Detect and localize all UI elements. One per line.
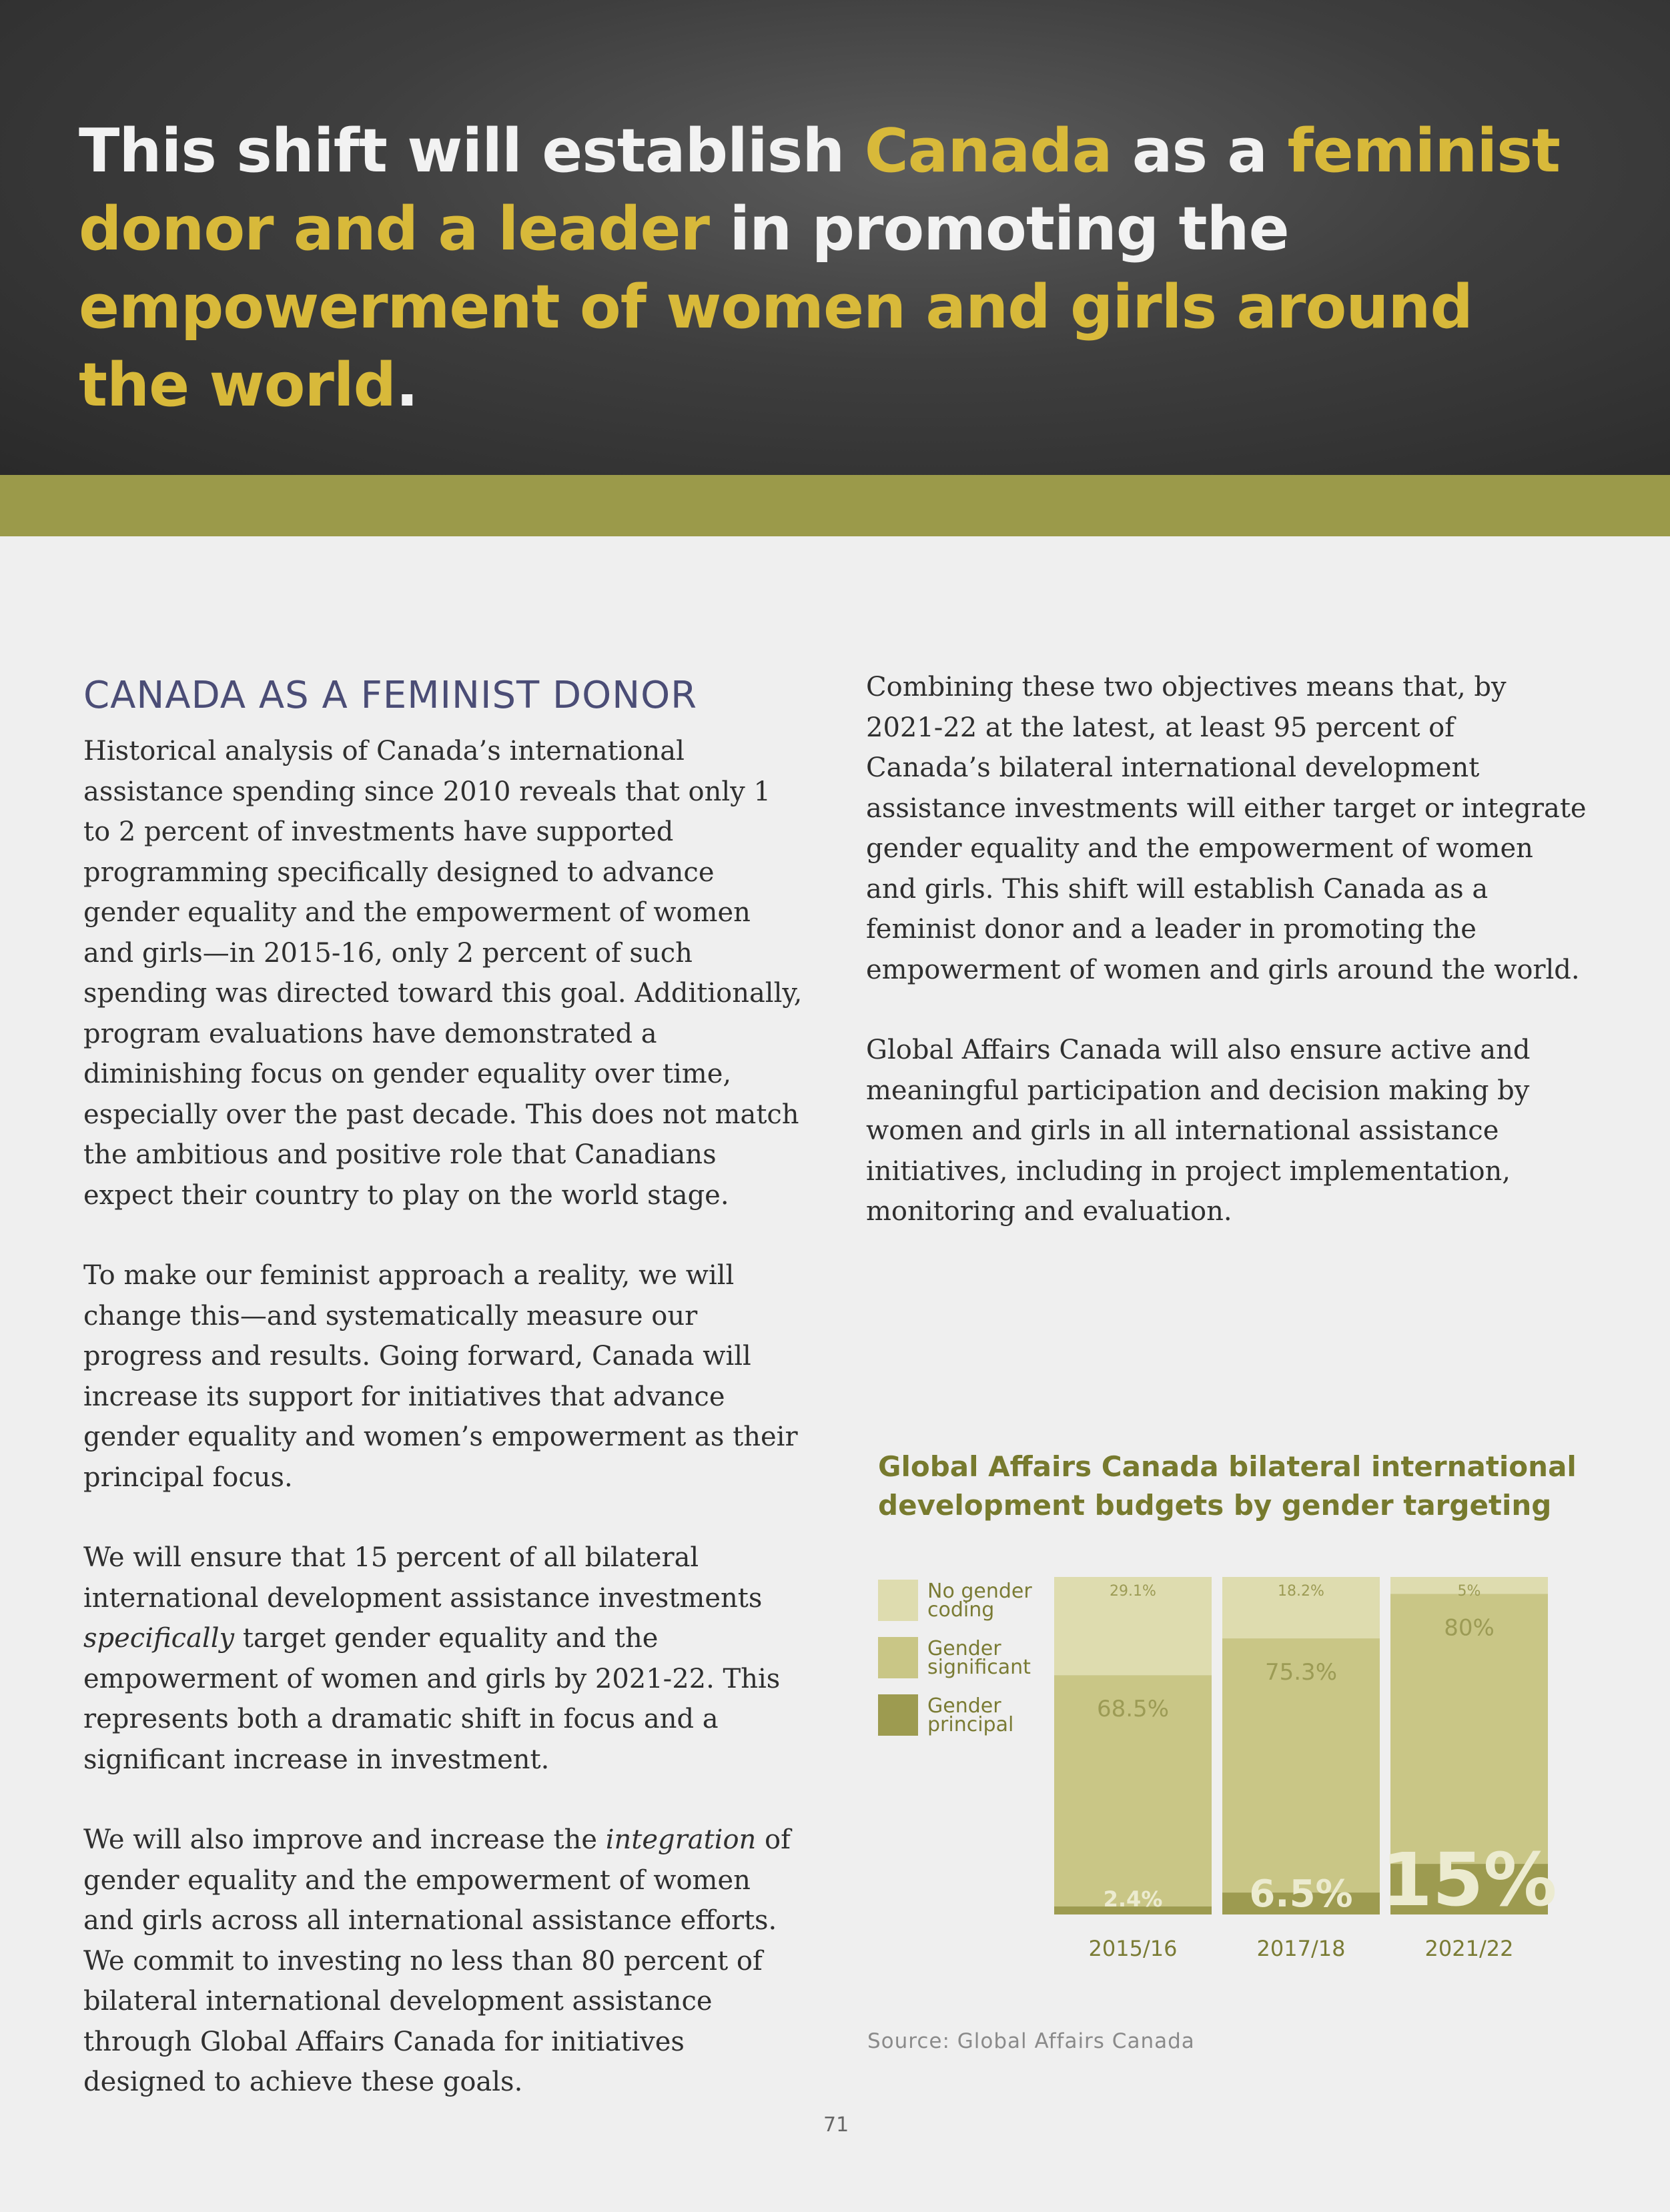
body-paragraph: We will also improve and increase the integration of gender equality and the empowerment of women and girls across all international assistance efforts. We commit to investing no less than 80 percent of bilateral international development assistance through Global Affairs Canada for initiatives designed to achieve these goals. — [83, 1824, 791, 2097]
headline-text: This shift will establish — [79, 116, 865, 186]
headline-highlight: feminist donor and a leader — [79, 116, 1560, 264]
body-paragraph: Global Affairs Canada will also ensure active and meaningful participation and decision making by women and girls in all international assistance initiatives, including in project implementation, monitoring and evaluation. — [866, 1035, 1531, 1227]
left-column — [83, 674, 804, 2143]
body-paragraph: To make our feminist approach a reality, we will change this—and systematically measure our progress and results. Going forward, Canada will increase its support for initiatives that advance gender equality and women’s empowerment as their principal focus. — [83, 1260, 798, 1493]
right-column — [866, 667, 1587, 1272]
accent-band — [0, 475, 1670, 536]
chart-title: Global Affairs Canada bilateral international development budgets by gender targeting — [878, 1450, 1577, 1522]
x-tick-label: 2021/22 — [1424, 1936, 1514, 1961]
data-label-gender-significant: 68.5% — [1096, 1696, 1170, 1723]
data-label-gender-significant: 80% — [1444, 1614, 1495, 1642]
chart-source: Source: Global Affairs Canada — [867, 2029, 1195, 2053]
body-paragraph: Historical analysis of Canada’s international assistance spending since 2010 reveals that only 1 to 2 percent of investments have supported programming specifically designed to advance gender equality and the empowerment of women and girls—in 2015-16, only 2 percent of such spending was directed toward this goal. Additionally, program evaluations have demonstrated a diminishing focus on gender equality over time, especially over the past decade. This does not match the ambitious and positive role that Canadians expect their country to play on the world stage. — [83, 736, 803, 1211]
data-label-gender-significant: 75.3% — [1264, 1659, 1338, 1686]
emphasis-text: specifically — [83, 1623, 235, 1654]
data-label-no-gender-coding: 5% — [1457, 1583, 1481, 1600]
legend-label: Gender principal — [927, 1694, 1014, 1736]
section-heading: CANADA AS A FEMINIST DONOR — [83, 674, 698, 717]
header-banner — [0, 0, 1670, 475]
headline-highlight: empowerment of women and girls around the world — [79, 272, 1473, 420]
data-label-gender-principal: 6.5% — [1249, 1872, 1353, 1916]
legend-item — [878, 1578, 1052, 1633]
x-tick-label: 2017/18 — [1256, 1936, 1346, 1961]
headline-highlight: Canada — [864, 116, 1112, 186]
body-paragraph: We will ensure that 15 percent of all bilateral international development assistance investments specifically target gender equality and the empowerment of women and girls by 2021-22. This represents both a dramatic shift in focus and a significant increase in investment. — [83, 1542, 781, 1775]
stacked-bar-chart — [1041, 1561, 1575, 1975]
headline-text: . — [396, 350, 418, 420]
chart-legend — [878, 1578, 1052, 1750]
legend-swatch — [878, 1580, 918, 1621]
legend-item — [878, 1693, 1052, 1748]
data-label-no-gender-coding: 29.1% — [1110, 1583, 1156, 1600]
legend-swatch — [878, 1694, 918, 1736]
data-label-no-gender-coding: 18.2% — [1278, 1583, 1324, 1600]
emphasis-text: integration — [605, 1824, 757, 1855]
data-label-gender-principal: 15% — [1381, 1837, 1557, 1922]
legend-swatch — [878, 1637, 918, 1678]
data-label-gender-principal: 2.4% — [1103, 1886, 1163, 1912]
headline-text: in promoting the — [709, 194, 1289, 264]
legend-label: Gender significant — [927, 1637, 1031, 1679]
x-tick-label: 2015/16 — [1088, 1936, 1178, 1961]
headline-text: as a — [1112, 116, 1288, 186]
legend-item — [878, 1636, 1052, 1690]
pull-quote-headline — [79, 112, 1600, 424]
legend-label: No gender coding — [927, 1580, 1032, 1622]
page-number: 71 — [823, 2113, 849, 2137]
body-paragraph: Combining these two objectives means that, by 2021-22 at the latest, at least 95 percent of Canada’s bilateral international development assistance investments will either target or integrate gender equality and the empowerment of women and girls. This shift will establish Canada as a feminist donor and a leader in promoting the empowerment of women and girls around the world. — [866, 672, 1587, 985]
